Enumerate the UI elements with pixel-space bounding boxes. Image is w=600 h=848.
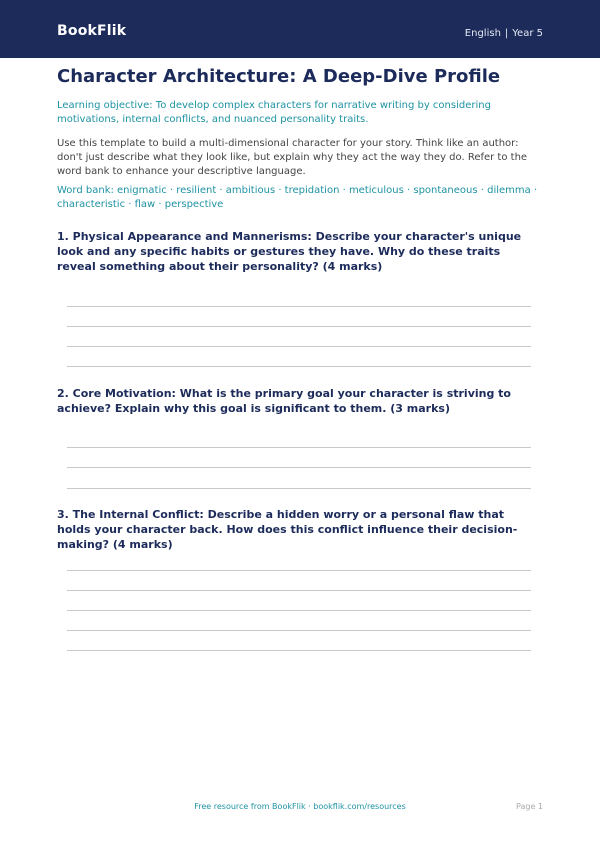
answer-line[interactable] bbox=[67, 467, 531, 468]
question-1: 1. Physical Appearance and Mannerisms: Describe your character's unique look and any specific habits or gestures they have. Why do these traits reveal something about their personality? (4 marks) bbox=[57, 230, 522, 273]
header-bar bbox=[0, 0, 600, 58]
question-2: 2. Core Motivation: What is the primary goal your character is striving to achieve? Explain why this goal is significant to them. (3 marks) bbox=[57, 387, 511, 415]
subject-year bbox=[465, 28, 543, 39]
answer-line[interactable] bbox=[67, 570, 531, 571]
year-label: Year 5 bbox=[512, 28, 543, 39]
brand-logo: BookFlik bbox=[57, 23, 127, 39]
answer-line[interactable] bbox=[67, 488, 531, 489]
answer-line[interactable] bbox=[67, 610, 531, 611]
answer-line[interactable] bbox=[67, 306, 531, 307]
separator: | bbox=[504, 28, 509, 39]
page-title: Character Architecture: A Deep-Dive Profile bbox=[57, 66, 501, 87]
answer-line[interactable] bbox=[67, 366, 531, 367]
question-3: 3. The Internal Conflict: Describe a hidden worry or a personal flaw that holds your character back. How does this conflict influence their decision-making? (4 marks) bbox=[57, 508, 518, 551]
answer-line[interactable] bbox=[67, 650, 531, 651]
answer-line[interactable] bbox=[67, 630, 531, 631]
answer-line[interactable] bbox=[67, 346, 531, 347]
word-bank: Word bank: enigmatic · resilient · ambitious · trepidation · meticulous · spontaneous · dilemma · characteristic · flaw · perspective bbox=[57, 185, 538, 210]
answer-line[interactable] bbox=[67, 590, 531, 591]
footer-link[interactable]: Free resource from BookFlik · bookflik.com/resources bbox=[194, 802, 406, 811]
page-number: Page 1 bbox=[516, 802, 543, 811]
answer-line[interactable] bbox=[67, 326, 531, 327]
subject-label: English bbox=[464, 28, 501, 39]
learning-objective: Learning objective: To develop complex characters for narrative writing by considering motivations, internal conflicts, and nuanced personality traits. bbox=[57, 100, 491, 125]
answer-line[interactable] bbox=[67, 447, 531, 448]
intro-text: Use this template to build a multi-dimensional character for your story. Think like an author: don't just describe what they look like, but explain why they act the way they do. Refer to the word bank to enhance your descriptive language. bbox=[57, 138, 528, 177]
